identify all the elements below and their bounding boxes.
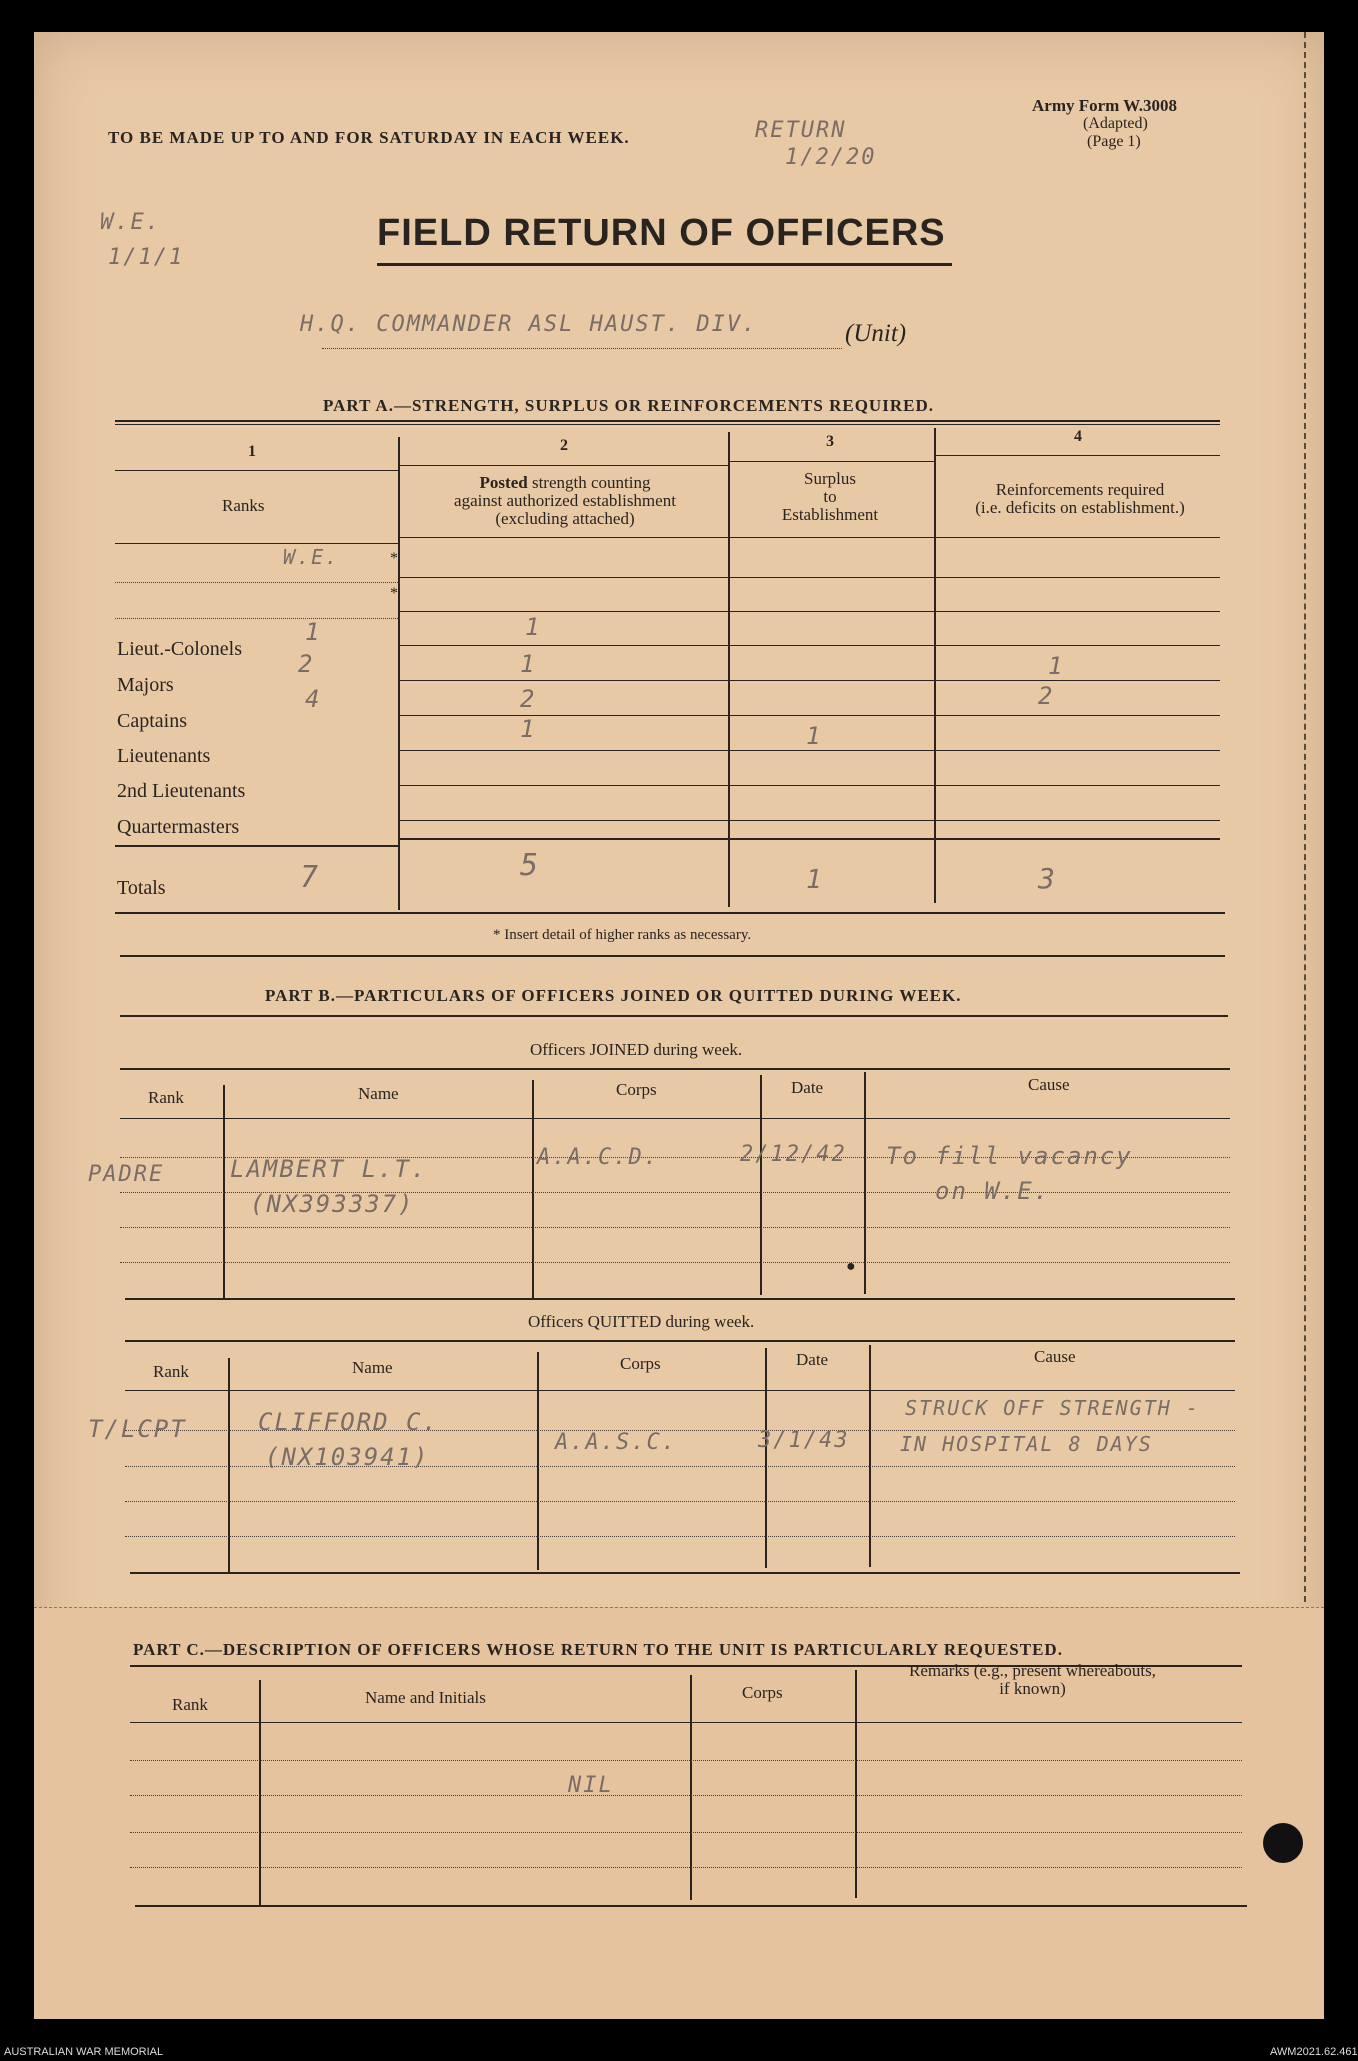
joined-title: Officers JOINED during week. (530, 1040, 743, 1059)
punch-hole (1263, 1823, 1303, 1863)
quitted-cause-2: IN HOSPITAL 8 DAYS (900, 1432, 1153, 1456)
part-a-top-rule-thin (115, 424, 1220, 425)
quitted-rank: T/LCPT (88, 1415, 187, 1443)
we-majors: 2 (298, 650, 315, 678)
unit-dotted-line (322, 348, 842, 349)
quitted-name: CLIFFORD C. (258, 1408, 439, 1436)
joined-vline-2 (532, 1080, 534, 1298)
part-a-row-rule-3 (400, 645, 1220, 646)
col-surplus-3: Establishment (781, 504, 879, 524)
joined-name: LAMBERT L.T. (230, 1155, 428, 1183)
part-c-bottom-rule (135, 1905, 1247, 1907)
col-reinf-header (940, 481, 1220, 517)
part-c-col-name: Name and Initials (365, 1688, 486, 1707)
totals-label: Totals (117, 877, 166, 899)
joined-cause: To fill vacancy (886, 1142, 1133, 1170)
quitted-corps: A.A.S.C. (555, 1430, 677, 1455)
footer-right: AWM2021.62.461 (1270, 2046, 1358, 2058)
col1-num-rule (115, 470, 400, 471)
form-adapted: (Adapted) (1083, 115, 1148, 132)
rank-quartermasters: Quartermasters (117, 816, 240, 838)
posted-lt-col: 1 (525, 613, 542, 641)
joined-cause-2: on W.E. (935, 1177, 1051, 1205)
quitted-bottom-rule (130, 1572, 1240, 1574)
joined-vline-4 (864, 1072, 866, 1294)
part-a-vline-3 (934, 428, 936, 903)
posted-captains: 2 (520, 685, 537, 713)
col3-num-rule (730, 461, 935, 462)
part-a-row-rule-8 (400, 820, 1220, 821)
rank-lieut-colonels: Lieut.-Colonels (117, 638, 242, 660)
part-c-remarks-2: if known) (999, 1678, 1066, 1698)
joined-row-3 (120, 1227, 1230, 1228)
unit-value: H.Q. COMMANDER ASL HAUST. DIV. (300, 312, 758, 337)
ink-dot: ● (846, 1258, 856, 1275)
joined-col-date: Date (791, 1078, 824, 1097)
part-c-vline-3 (855, 1670, 857, 1898)
totals-surplus: 1 (806, 865, 824, 895)
part-c-row-1 (130, 1760, 1242, 1761)
totals-posted: 5 (520, 848, 541, 883)
quitted-row-4 (125, 1536, 1235, 1537)
handwritten-return-date: 1/2/20 (785, 145, 877, 170)
part-a-row-rule-2 (400, 611, 1220, 612)
unit-label: (Unit) (845, 320, 907, 347)
totals-rule-left (115, 845, 400, 847)
joined-col-corps: Corps (616, 1080, 657, 1099)
star-marker-1: * (390, 550, 398, 567)
quitted-header-rule (125, 1390, 1235, 1391)
part-b-heading: PART B.—PARTICULARS OF OFFICERS JOINED OR QUITTED DURING WEEK. (265, 986, 962, 1005)
part-a-end-rule (120, 955, 1225, 957)
col-num-3: 3 (826, 433, 834, 450)
we-lt-col: 1 (305, 618, 322, 646)
quitted-name-number: (NX103941) (265, 1443, 430, 1471)
ranks-header-rule (115, 543, 400, 544)
col-surplus-2: to (823, 486, 837, 506)
perforation-edge (1304, 32, 1306, 1602)
quitted-col-date: Date (796, 1350, 829, 1369)
form-page: (Page 1) (1087, 133, 1141, 150)
joined-corps: A.A.C.D. (537, 1145, 659, 1170)
joined-col-rank: Rank (148, 1088, 184, 1107)
quitted-row-3 (125, 1501, 1235, 1502)
col-posted-rest: strength counting (527, 473, 651, 492)
col-ranks-header: Ranks (222, 496, 265, 515)
part-a-row-rule-4 (400, 680, 1220, 681)
joined-col-cause: Cause (1028, 1075, 1070, 1094)
totals-rule-right (400, 838, 1220, 840)
col-reinf-2: (i.e. deficits on establishment.) (975, 497, 1185, 517)
col-num-2: 2 (560, 437, 568, 454)
star-row-2-dots (115, 618, 400, 619)
joined-top-rule (120, 1068, 1230, 1070)
reinf-captains: 2 (1038, 682, 1055, 710)
col4-num-rule (935, 455, 1220, 456)
posted-majors: 1 (520, 650, 537, 678)
part-c-vline-1 (259, 1680, 261, 1905)
joined-date: 2/12/42 (740, 1142, 847, 1167)
we-hand-label: W.E. (283, 545, 340, 569)
quitted-col-cause: Cause (1034, 1347, 1076, 1366)
col-reinf-1: Reinforcements required (995, 480, 1165, 499)
we-captains: 4 (305, 685, 322, 713)
part-a-top-rule (115, 420, 1220, 422)
quitted-date: 3/1/43 (758, 1428, 850, 1453)
quitted-top-rule (125, 1340, 1235, 1342)
page-title: FIELD RETURN OF OFFICERS (377, 212, 946, 254)
part-a-row-rule-6 (400, 750, 1220, 751)
joined-name-number: (NX393337) (250, 1190, 415, 1218)
part-a-heading: PART A.—STRENGTH, SURPLUS OR REINFORCEMENTS REQUIRED. (323, 396, 934, 415)
part-c-row-2 (130, 1795, 1242, 1796)
col-surplus-header (740, 470, 920, 524)
quitted-vline-4 (869, 1345, 871, 1567)
joined-rank: PADRE (88, 1162, 165, 1187)
rank-captains: Captains (117, 710, 187, 732)
reinf-majors: 1 (1048, 652, 1065, 680)
col-posted-bold: Posted (479, 473, 528, 492)
part-c-nil: NIL (568, 1773, 614, 1798)
star-marker-2: * (390, 585, 398, 602)
joined-header-rule (120, 1118, 1230, 1119)
quitted-col-corps: Corps (620, 1354, 661, 1373)
values-header-rule (400, 537, 1220, 538)
quitted-col-name: Name (352, 1358, 393, 1377)
part-b-rule (120, 1015, 1228, 1017)
part-c-header-rule (130, 1722, 1242, 1723)
joined-row-4 (120, 1262, 1230, 1263)
totals-we: 7 (300, 860, 321, 895)
part-c-row-4 (130, 1867, 1242, 1868)
part-c-col-corps: Corps (742, 1683, 783, 1702)
star-row-1-dots (115, 582, 400, 583)
col-num-4: 4 (1074, 428, 1082, 445)
part-a-bottom-rule (115, 912, 1225, 914)
handwritten-we: W.E. (100, 210, 161, 235)
col-posted-line2: against authorized establishment (454, 490, 676, 510)
part-a-footnote: * Insert detail of higher ranks as necessary. (493, 927, 752, 943)
surplus-lieutenants: 1 (806, 722, 823, 750)
col-num-1: 1 (248, 443, 256, 460)
col2-num-rule (400, 465, 730, 466)
part-a-vline-2 (728, 432, 730, 907)
part-a-row-rule-7 (400, 785, 1220, 786)
joined-col-name: Name (358, 1084, 399, 1103)
handwritten-we-date: 1/1/1 (108, 245, 185, 270)
col-posted-line3: (excluding attached) (495, 508, 635, 528)
part-c-remarks-1: Remarks (e.g., present whereabouts, (909, 1661, 1156, 1680)
rank-majors: Majors (117, 674, 174, 696)
part-c-col-rank: Rank (172, 1695, 208, 1714)
instruction-text: TO BE MADE UP TO AND FOR SATURDAY IN EACH WEEK. (108, 128, 630, 147)
footer-left: AUSTRALIAN WAR MEMORIAL (4, 2046, 164, 2058)
part-c-row-3 (130, 1832, 1242, 1833)
col-posted-header (410, 474, 720, 528)
part-c-heading: PART C.—DESCRIPTION OF OFFICERS WHOSE RETURN TO THE UNIT IS PARTICULARLY REQUESTED. (133, 1640, 1063, 1659)
quitted-vline-3 (765, 1348, 767, 1568)
part-c-col-remarks (860, 1662, 1205, 1698)
posted-lieutenants: 1 (520, 715, 537, 743)
quitted-col-rank: Rank (153, 1362, 189, 1381)
quitted-vline-2 (537, 1352, 539, 1570)
totals-reinf: 3 (1038, 862, 1057, 895)
handwritten-return: RETURN (755, 118, 847, 143)
rank-2nd-lieutenants: 2nd Lieutenants (117, 780, 246, 802)
rank-lieutenants: Lieutenants (117, 745, 211, 767)
form-id: Army Form W.3008 (1032, 96, 1177, 115)
col-surplus-1: Surplus (804, 469, 856, 488)
joined-bottom-rule (125, 1298, 1235, 1300)
quitted-cause: STRUCK OFF STRENGTH - (905, 1396, 1200, 1420)
quitted-title: Officers QUITTED during week. (528, 1312, 755, 1331)
part-a-row-rule-1 (400, 577, 1220, 578)
title-underline (377, 263, 952, 266)
